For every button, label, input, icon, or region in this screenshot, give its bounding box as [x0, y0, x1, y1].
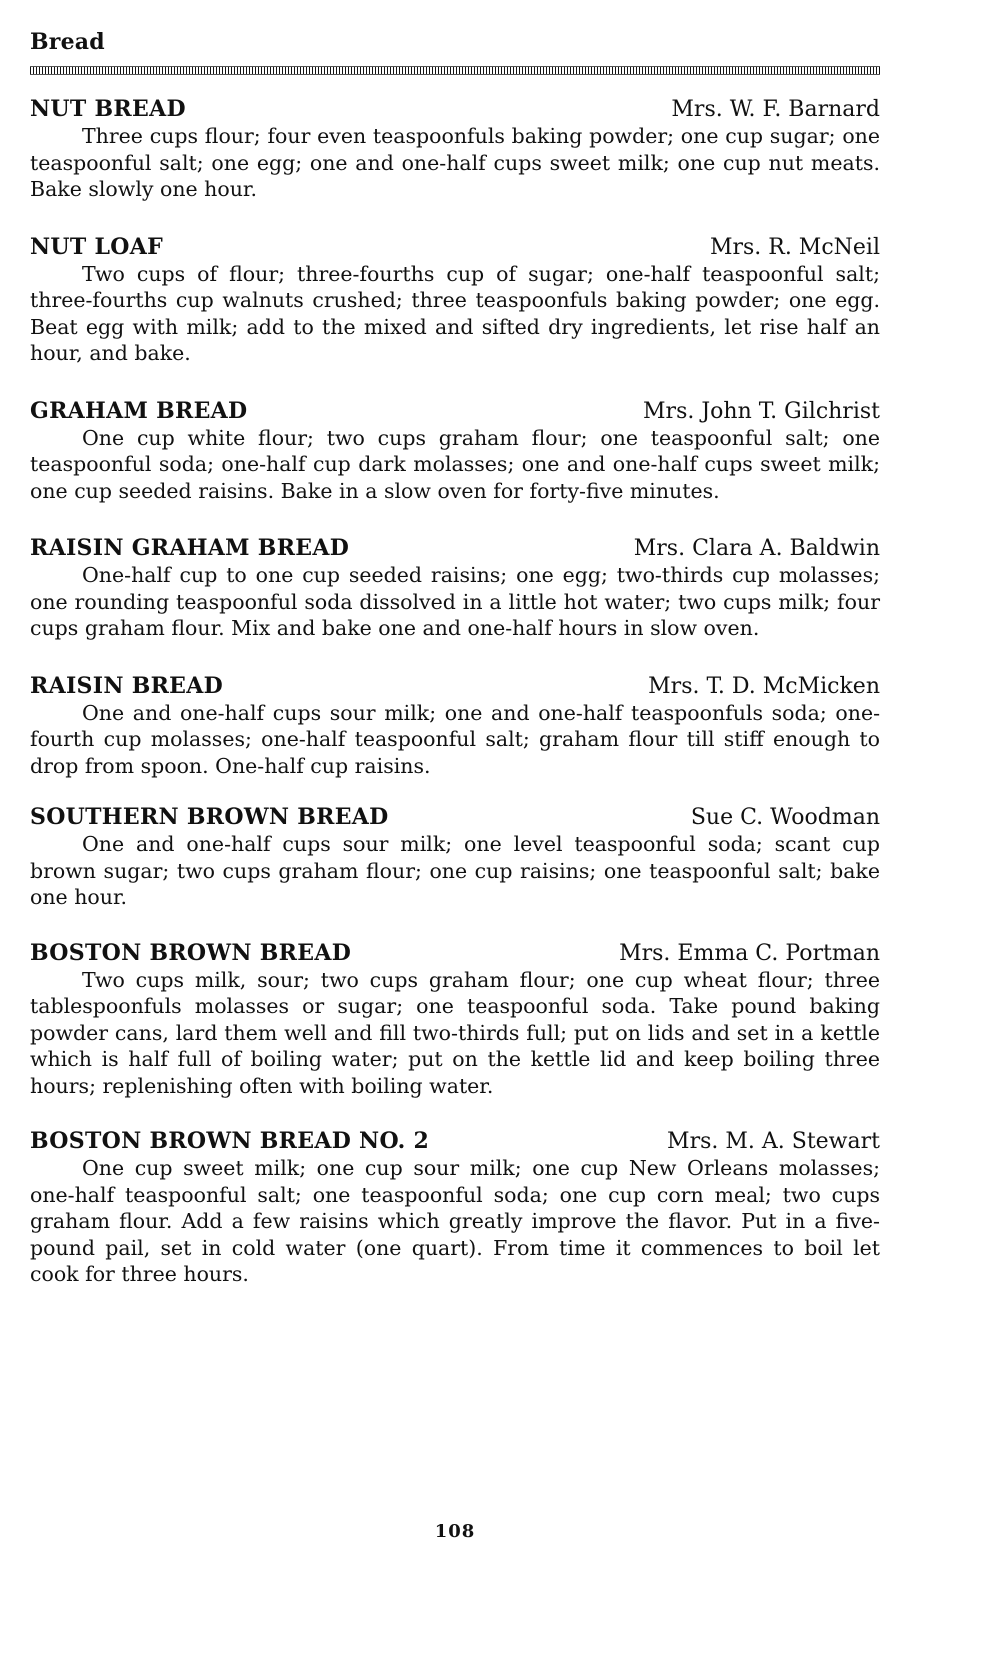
recipe-title: NUT LOAF — [30, 233, 164, 260]
recipe-title: GRAHAM BREAD — [30, 397, 248, 424]
recipe-body: One and one-half cups sour milk; one and one-half teaspoonfuls soda; one-fourth cup molasses; one-half teaspoonful salt; graham flour till stiff enough to drop from spoon. One-half cup raisins. — [30, 700, 880, 778]
recipe-body: One cup sweet milk; one cup sour milk; one cup New Orleans molasses; one-half teaspoonful salt; one teaspoonful soda; one cup corn meal; two cups graham flour. Add a few raisins which greatly improve the flavor. Put in a five-pound pail, set in cold water (one quart). From time it commences to boil let cook for three hours. — [30, 1156, 880, 1286]
recipe-title: BOSTON BROWN BREAD — [30, 939, 352, 966]
recipe-graham-bread — [30, 397, 880, 505]
recipe-nut-bread — [30, 95, 880, 203]
recipe-boston-brown-bread-no-2 — [30, 1127, 880, 1288]
recipe-body: Three cups flour; four even teaspoonfuls baking powder; one cup sugar; one teaspoonful salt; one egg; one and one-half cups sweet milk; one cup nut meats. Bake slowly one hour. — [30, 124, 880, 201]
page-number: 108 — [434, 1521, 476, 1542]
recipe-title: SOUTHERN BROWN BREAD — [30, 804, 389, 830]
recipe-author: Mrs. John T. Gilchrist — [643, 398, 880, 424]
recipe-header — [30, 233, 880, 261]
recipe-boston-brown-bread — [30, 939, 880, 1100]
header-rule — [30, 66, 880, 75]
recipe-author: Mrs. R. McNeil — [709, 234, 880, 260]
recipe-author: Mrs. Clara A. Baldwin — [633, 536, 880, 561]
recipe-author: Mrs. W. F. Barnard — [671, 97, 880, 122]
recipe-body: One-half cup to one cup seeded raisins; one egg; two-thirds cup molasses; one rounding teaspoonful soda dissolved in a little hot water; two cups milk; four cups graham flour. Mix and bake one and one-half hours in slow oven. — [30, 563, 880, 640]
recipe-title: NUT BREAD — [30, 96, 186, 122]
recipe-header — [30, 672, 880, 700]
recipe-title: RAISIN GRAHAM BREAD — [30, 535, 350, 561]
recipe-title: BOSTON BROWN BREAD NO. 2 — [30, 1128, 430, 1154]
recipe-title: RAISIN BREAD — [30, 672, 223, 699]
recipe-raisin-bread — [30, 672, 880, 780]
recipe-body: Two cups of flour; three-fourths cup of sugar; one-half teaspoonful salt; three-fourths cup walnuts crushed; three teaspoonfuls baking powder; one egg. Beat egg with milk; add to the mixed and sifted dry ingredients, let rise half an hour, and bake. — [30, 261, 880, 365]
section-title: Bread — [30, 29, 105, 55]
recipe-author: Sue C. Woodman — [690, 805, 880, 830]
recipe-header — [30, 397, 880, 425]
recipe-header — [30, 95, 880, 123]
recipe-southern-brown-bread — [30, 803, 880, 911]
recipe-nut-loaf — [30, 233, 880, 367]
recipe-header — [30, 534, 880, 562]
recipe-header — [30, 939, 880, 967]
recipe-body: One cup white flour; two cups graham flour; one teaspoonful salt; one teaspoonful soda; one-half cup dark molasses; one and one-half cups sweet milk; one cup seeded raisins. Bake in a slow oven for forty-five minutes. — [30, 425, 880, 503]
recipe-author: Mrs. T. D. McMicken — [648, 673, 880, 699]
cookbook-page — [30, 28, 880, 1542]
recipe-header — [30, 1127, 880, 1155]
recipe-body: Two cups milk, sour; two cups graham flour; one cup wheat flour; three tablespoonfuls molasses or sugar; one teaspoonful soda. Take pound baking powder cans, lard them well and fill two-thirds full; put on lids and set in a kettle which is half full of boiling water; put on the kettle lid and keep boiling three hours; replenishing often with boiling water. — [30, 967, 880, 1098]
recipe-author: Mrs. M. A. Stewart — [667, 1129, 880, 1154]
recipe-author: Mrs. Emma C. Portman — [619, 940, 880, 966]
recipe-body: One and one-half cups sour milk; one level teaspoonful soda; scant cup brown sugar; two cups graham flour; one cup raisins; one teaspoonful salt; bake one hour. — [30, 832, 880, 909]
recipe-raisin-graham-bread — [30, 534, 880, 642]
recipe-header — [30, 803, 880, 831]
